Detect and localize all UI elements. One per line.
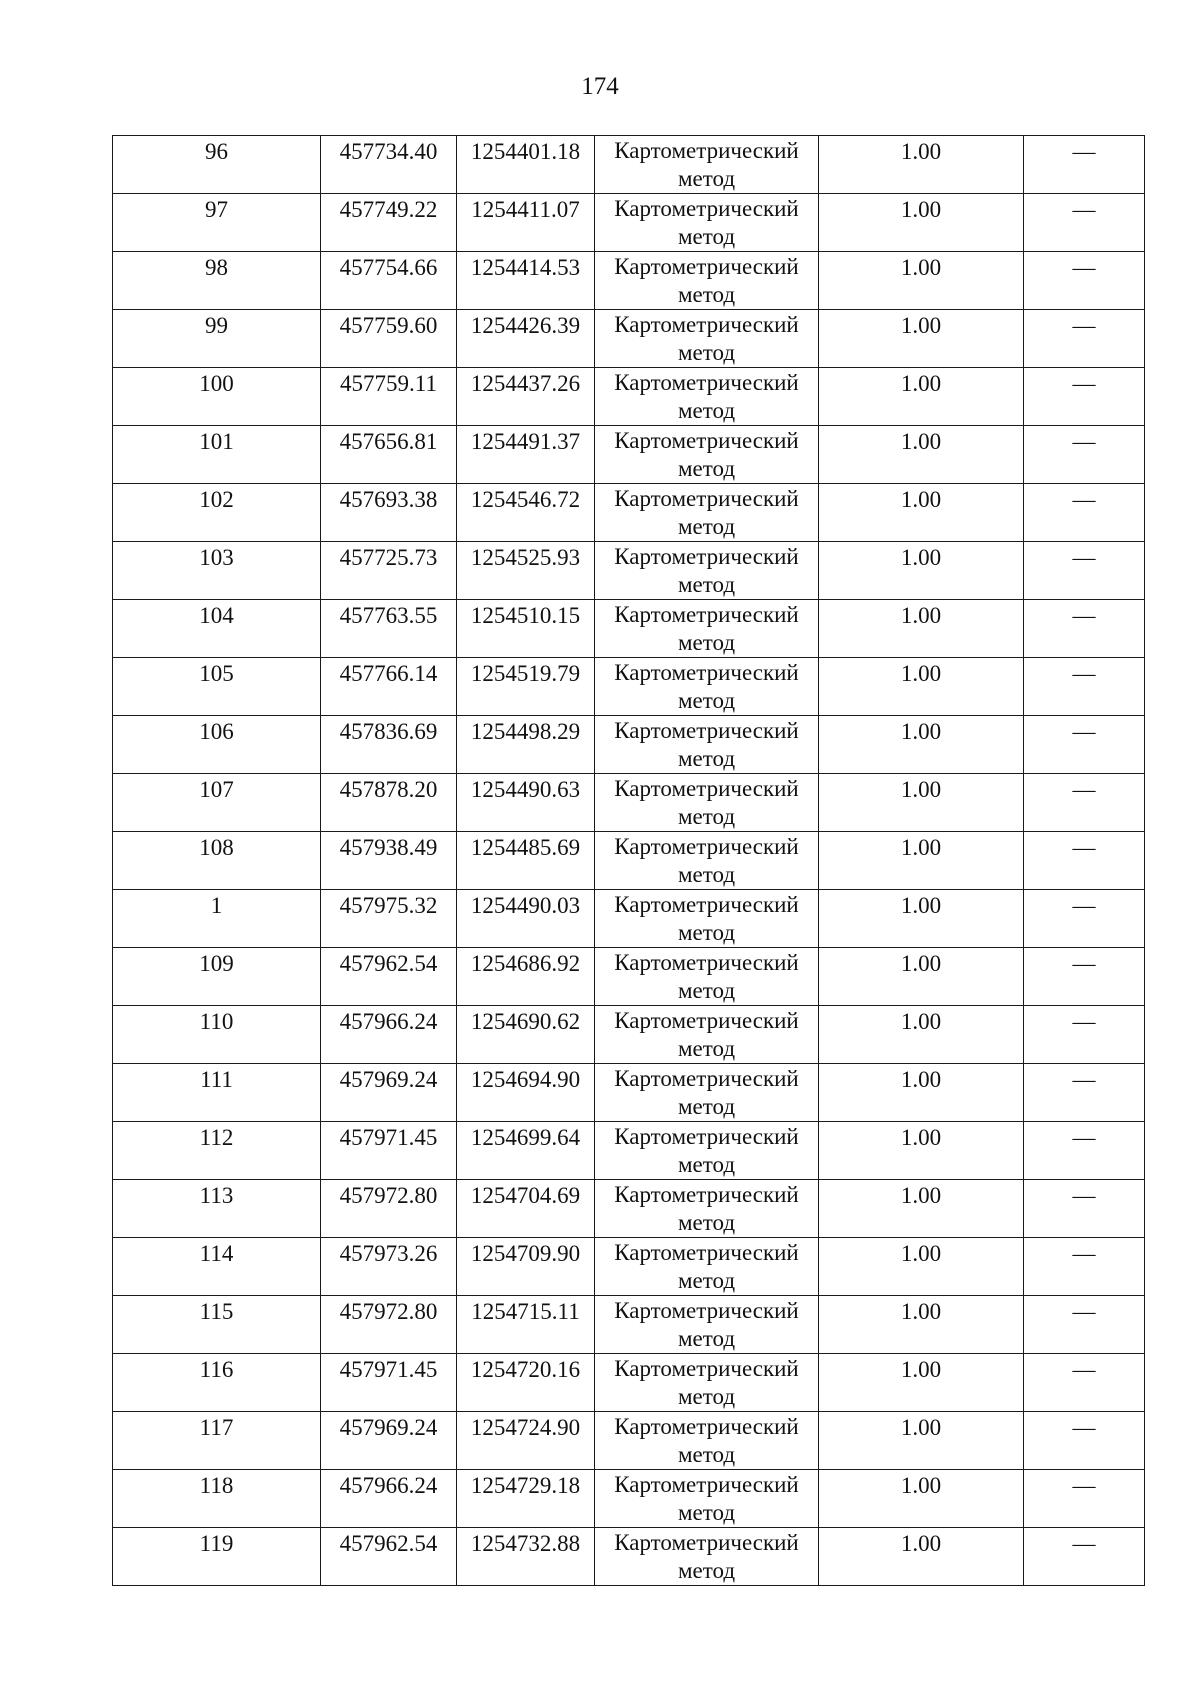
precision-cell: 1.00 [819,1354,1024,1412]
method-cell: Картометрический метод [595,1354,819,1412]
table-row [113,1412,1145,1470]
precision-cell: 1.00 [819,252,1024,310]
point-number-cell: 108 [113,832,321,890]
y-coordinate-cell: 1254414.53 [457,252,595,310]
point-number-cell: 96 [113,136,321,194]
method-cell: Картометрический метод [595,1412,819,1470]
point-number-cell: 99 [113,310,321,368]
table-row [113,1354,1145,1412]
method-cell: Картометрический метод [595,774,819,832]
x-coordinate-cell: 457938.49 [321,832,457,890]
description-cell: — [1024,890,1145,948]
x-coordinate-cell: 457759.11 [321,368,457,426]
point-number-cell: 98 [113,252,321,310]
x-coordinate-cell: 457693.38 [321,484,457,542]
description-cell: — [1024,1006,1145,1064]
precision-cell: 1.00 [819,368,1024,426]
point-number-cell: 112 [113,1122,321,1180]
method-cell: Картометрический метод [595,310,819,368]
description-cell: — [1024,1064,1145,1122]
precision-cell: 1.00 [819,890,1024,948]
y-coordinate-cell: 1254690.62 [457,1006,595,1064]
y-coordinate-cell: 1254490.63 [457,774,595,832]
table-row [113,310,1145,368]
description-cell: — [1024,194,1145,252]
x-coordinate-cell: 457962.54 [321,1528,457,1586]
table-row [113,1296,1145,1354]
point-number-cell: 105 [113,658,321,716]
description-cell: — [1024,484,1145,542]
description-cell: — [1024,716,1145,774]
table-row [113,890,1145,948]
y-coordinate-cell: 1254686.92 [457,948,595,1006]
table-body [113,136,1145,1586]
table-row [113,194,1145,252]
x-coordinate-cell: 457656.81 [321,426,457,484]
x-coordinate-cell: 457975.32 [321,890,457,948]
x-coordinate-cell: 457836.69 [321,716,457,774]
description-cell: — [1024,1412,1145,1470]
coordinates-table [112,135,1145,1586]
table-row [113,948,1145,1006]
method-cell: Картометрический метод [595,716,819,774]
method-cell: Картометрический метод [595,1528,819,1586]
x-coordinate-cell: 457962.54 [321,948,457,1006]
description-cell: — [1024,774,1145,832]
point-number-cell: 101 [113,426,321,484]
y-coordinate-cell: 1254546.72 [457,484,595,542]
x-coordinate-cell: 457734.40 [321,136,457,194]
precision-cell: 1.00 [819,1006,1024,1064]
y-coordinate-cell: 1254491.37 [457,426,595,484]
method-cell: Картометрический метод [595,658,819,716]
point-number-cell: 116 [113,1354,321,1412]
description-cell: — [1024,310,1145,368]
precision-cell: 1.00 [819,310,1024,368]
point-number-cell: 115 [113,1296,321,1354]
y-coordinate-cell: 1254498.29 [457,716,595,774]
precision-cell: 1.00 [819,774,1024,832]
method-cell: Картометрический метод [595,600,819,658]
y-coordinate-cell: 1254715.11 [457,1296,595,1354]
x-coordinate-cell: 457759.60 [321,310,457,368]
precision-cell: 1.00 [819,1064,1024,1122]
precision-cell: 1.00 [819,658,1024,716]
method-cell: Картометрический метод [595,136,819,194]
y-coordinate-cell: 1254411.07 [457,194,595,252]
description-cell: — [1024,1470,1145,1528]
method-cell: Картометрический метод [595,368,819,426]
method-cell: Картометрический метод [595,1006,819,1064]
table-row [113,136,1145,194]
method-cell: Картометрический метод [595,890,819,948]
table-row [113,716,1145,774]
method-cell: Картометрический метод [595,542,819,600]
method-cell: Картометрический метод [595,948,819,1006]
precision-cell: 1.00 [819,600,1024,658]
point-number-cell: 102 [113,484,321,542]
x-coordinate-cell: 457971.45 [321,1122,457,1180]
x-coordinate-cell: 457969.24 [321,1412,457,1470]
point-number-cell: 106 [113,716,321,774]
table-row [113,484,1145,542]
description-cell: — [1024,832,1145,890]
y-coordinate-cell: 1254490.03 [457,890,595,948]
method-cell: Картометрический метод [595,426,819,484]
precision-cell: 1.00 [819,426,1024,484]
point-number-cell: 110 [113,1006,321,1064]
y-coordinate-cell: 1254426.39 [457,310,595,368]
description-cell: — [1024,368,1145,426]
x-coordinate-cell: 457969.24 [321,1064,457,1122]
y-coordinate-cell: 1254720.16 [457,1354,595,1412]
description-cell: — [1024,426,1145,484]
x-coordinate-cell: 457754.66 [321,252,457,310]
table-row [113,368,1145,426]
description-cell: — [1024,1238,1145,1296]
point-number-cell: 114 [113,1238,321,1296]
precision-cell: 1.00 [819,716,1024,774]
table-row [113,1238,1145,1296]
description-cell: — [1024,948,1145,1006]
point-number-cell: 119 [113,1528,321,1586]
precision-cell: 1.00 [819,1412,1024,1470]
description-cell: — [1024,1180,1145,1238]
y-coordinate-cell: 1254732.88 [457,1528,595,1586]
description-cell: — [1024,542,1145,600]
description-cell: — [1024,1296,1145,1354]
y-coordinate-cell: 1254525.93 [457,542,595,600]
x-coordinate-cell: 457971.45 [321,1354,457,1412]
y-coordinate-cell: 1254437.26 [457,368,595,426]
table-row [113,426,1145,484]
precision-cell: 1.00 [819,948,1024,1006]
point-number-cell: 103 [113,542,321,600]
method-cell: Картометрический метод [595,1296,819,1354]
table-row [113,1006,1145,1064]
precision-cell: 1.00 [819,484,1024,542]
x-coordinate-cell: 457749.22 [321,194,457,252]
precision-cell: 1.00 [819,832,1024,890]
point-number-cell: 100 [113,368,321,426]
point-number-cell: 104 [113,600,321,658]
table-row [113,832,1145,890]
y-coordinate-cell: 1254519.79 [457,658,595,716]
table-row [113,1180,1145,1238]
method-cell: Картометрический метод [595,1470,819,1528]
table-row [113,1122,1145,1180]
method-cell: Картометрический метод [595,1180,819,1238]
description-cell: — [1024,658,1145,716]
y-coordinate-cell: 1254485.69 [457,832,595,890]
page-number: 174 [581,73,619,100]
precision-cell: 1.00 [819,1470,1024,1528]
x-coordinate-cell: 457966.24 [321,1006,457,1064]
y-coordinate-cell: 1254510.15 [457,600,595,658]
x-coordinate-cell: 457966.24 [321,1470,457,1528]
point-number-cell: 1 [113,890,321,948]
y-coordinate-cell: 1254709.90 [457,1238,595,1296]
point-number-cell: 113 [113,1180,321,1238]
table-row [113,252,1145,310]
table-row [113,542,1145,600]
method-cell: Картометрический метод [595,252,819,310]
method-cell: Картометрический метод [595,194,819,252]
y-coordinate-cell: 1254729.18 [457,1470,595,1528]
point-number-cell: 109 [113,948,321,1006]
y-coordinate-cell: 1254704.69 [457,1180,595,1238]
table-row [113,658,1145,716]
precision-cell: 1.00 [819,1180,1024,1238]
y-coordinate-cell: 1254724.90 [457,1412,595,1470]
point-number-cell: 107 [113,774,321,832]
table-row [113,600,1145,658]
precision-cell: 1.00 [819,194,1024,252]
point-number-cell: 97 [113,194,321,252]
x-coordinate-cell: 457878.20 [321,774,457,832]
table-row [113,1064,1145,1122]
x-coordinate-cell: 457766.14 [321,658,457,716]
method-cell: Картометрический метод [595,1238,819,1296]
description-cell: — [1024,1122,1145,1180]
method-cell: Картометрический метод [595,484,819,542]
x-coordinate-cell: 457973.26 [321,1238,457,1296]
x-coordinate-cell: 457972.80 [321,1296,457,1354]
table-row [113,1470,1145,1528]
precision-cell: 1.00 [819,1238,1024,1296]
description-cell: — [1024,1354,1145,1412]
description-cell: — [1024,136,1145,194]
x-coordinate-cell: 457763.55 [321,600,457,658]
method-cell: Картометрический метод [595,832,819,890]
point-number-cell: 111 [113,1064,321,1122]
point-number-cell: 117 [113,1412,321,1470]
description-cell: — [1024,600,1145,658]
description-cell: — [1024,252,1145,310]
method-cell: Картометрический метод [595,1122,819,1180]
description-cell: — [1024,1528,1145,1586]
y-coordinate-cell: 1254694.90 [457,1064,595,1122]
x-coordinate-cell: 457972.80 [321,1180,457,1238]
point-number-cell: 118 [113,1470,321,1528]
table-row [113,774,1145,832]
precision-cell: 1.00 [819,1528,1024,1586]
y-coordinate-cell: 1254401.18 [457,136,595,194]
y-coordinate-cell: 1254699.64 [457,1122,595,1180]
precision-cell: 1.00 [819,1122,1024,1180]
x-coordinate-cell: 457725.73 [321,542,457,600]
table-row [113,1528,1145,1586]
method-cell: Картометрический метод [595,1064,819,1122]
precision-cell: 1.00 [819,1296,1024,1354]
precision-cell: 1.00 [819,136,1024,194]
precision-cell: 1.00 [819,542,1024,600]
